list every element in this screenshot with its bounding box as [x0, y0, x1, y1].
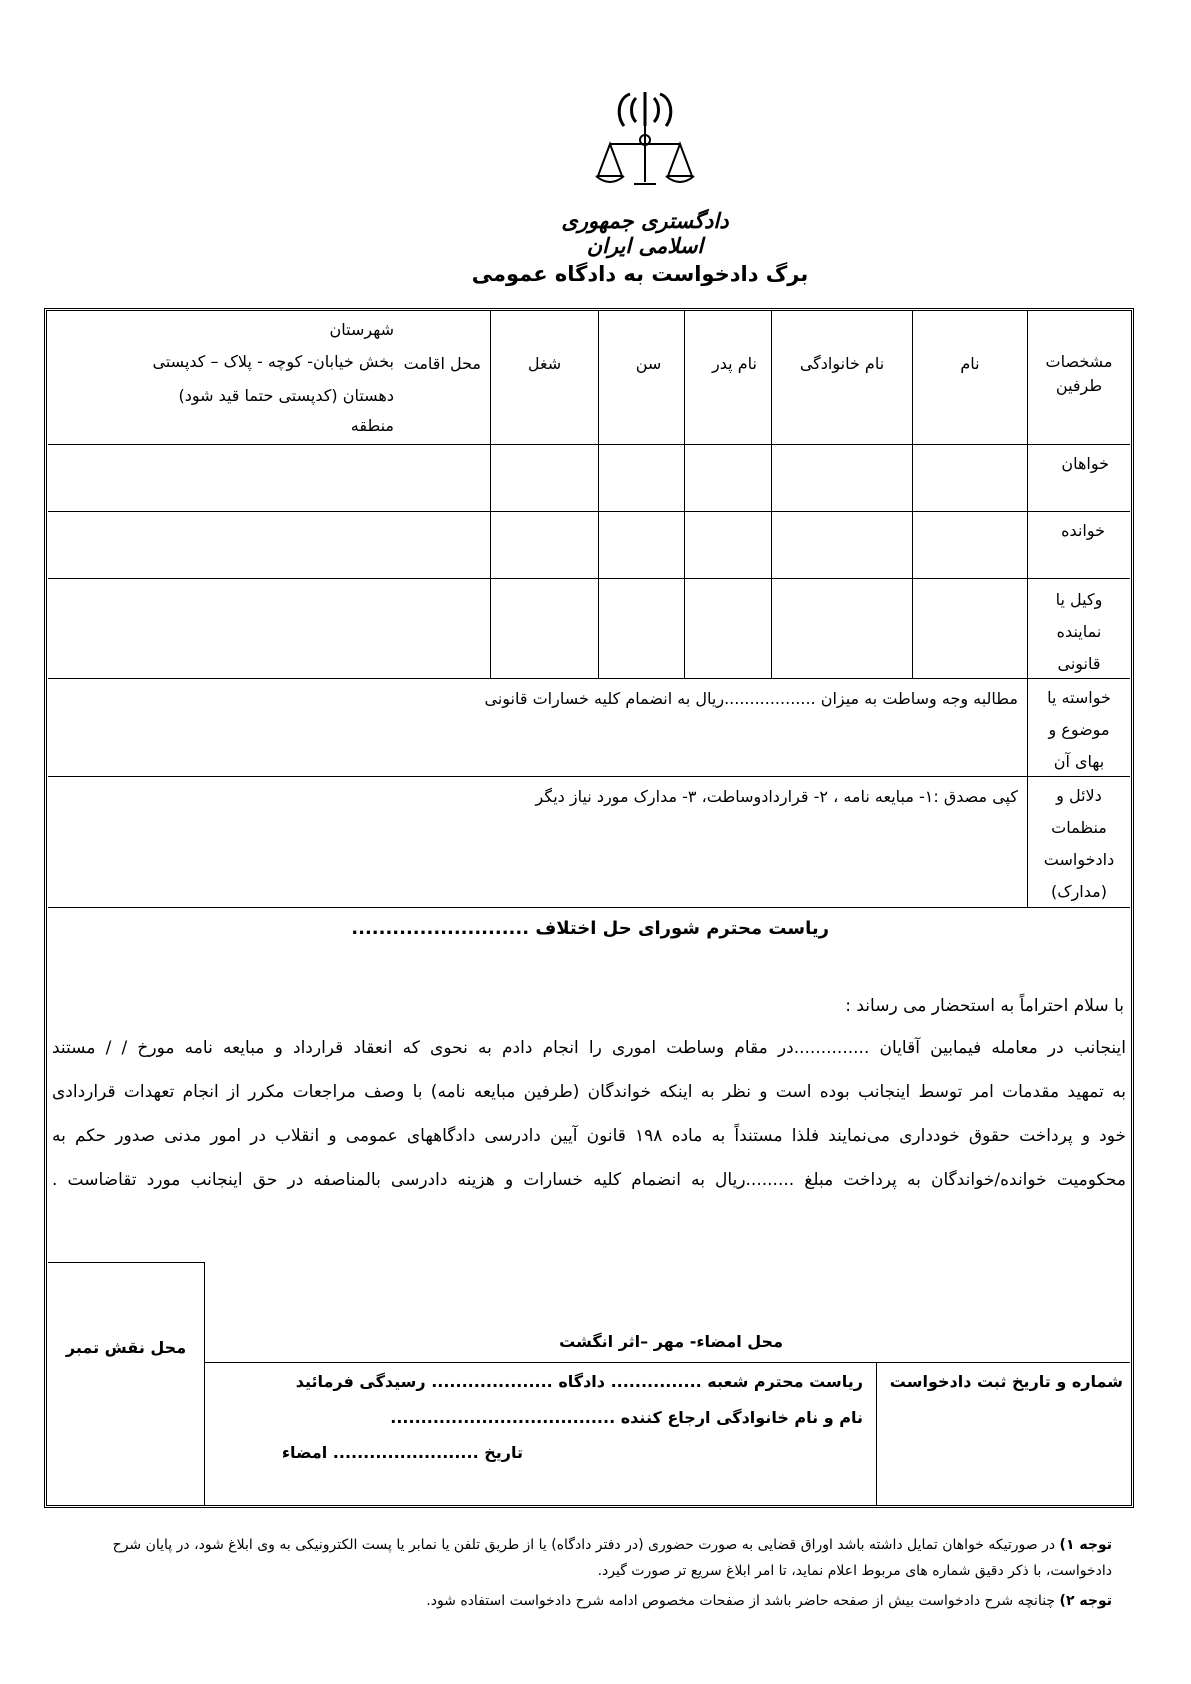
header-parties-spec-line1: مشخصات — [1045, 352, 1113, 371]
signature-place-label: محل امضاء- مهر –اثر انگشت — [559, 1332, 783, 1351]
iran-emblem-icon — [590, 86, 730, 216]
organization-name: دادگستری جمهوری اسلامی ایران — [561, 208, 729, 258]
stamp-box-top — [48, 1262, 204, 1263]
header-residence-rural: دهستان (کدپستی حتما قید شود) — [178, 386, 394, 405]
note-1-text: در صورتیکه خواهان تمایل داشته باشد اوراق قضایی به صورت حضوری (در دفتر دادگاه) یا از طریق تلفن یا نمابر یا پست الکترونیکی به وی ابلاغ شود، در پایان شرح دادخواست، با ذکر دقیق شماره های مربوط اعلام نماید، تا امر ابلاغ سریع تر صورت گیرد. — [112, 1537, 1112, 1579]
row-attorney-line1: وکیل یا — [1055, 590, 1103, 609]
evidence-label — [1030, 780, 1128, 908]
header-first-name: نام — [960, 354, 980, 373]
stamp-place-label: محل نقش تمبر — [65, 1338, 187, 1357]
header-residence: محل اقامت — [403, 354, 481, 373]
letter-addressee: ریاست محترم شورای حل اختلاف .......................... — [351, 918, 829, 939]
scales-of-justice-icon — [596, 126, 694, 184]
note-1-label: توجه ۱) — [1059, 1537, 1112, 1553]
header-occupation: شغل — [527, 354, 562, 373]
letter-line: خود و پرداخت حقوق خودداری می‌نمایند فلذا مستنداً به ماده ۱۹۸ قانون آیین دادرسی دادگاههای عمومی و انقلاب در امور مدنی صدور حکم به — [52, 1126, 1127, 1146]
row-divider — [48, 678, 1130, 679]
claim-label-line1: خواسته یا — [1047, 688, 1111, 707]
note-2-text: چنانچه شرح دادخواست بیش از صفحه حاضر باشد از صفحات مخصوص ادامه شرح دادخواست استفاده شود. — [426, 1593, 1060, 1609]
referral-line-2: نام و نام خانوادگی ارجاع کننده ..................................... — [390, 1408, 863, 1427]
header-last-name: نام خانوادگی — [799, 354, 885, 373]
row-divider — [48, 444, 1130, 445]
form-title: برگ دادخواست به دادگاه عمومی — [471, 262, 809, 286]
referral-line-3: تاریخ ........................ امضاء — [281, 1443, 523, 1462]
claim-label — [1030, 682, 1128, 778]
header-parties-spec — [1030, 350, 1128, 398]
registration-box-side — [876, 1362, 877, 1505]
evidence-label-line2: منظمات — [1051, 818, 1107, 837]
row-divider — [48, 511, 1130, 512]
row-attorney-line2: نماینده — [1056, 622, 1102, 641]
header-residence-city: شهرستان — [329, 320, 394, 339]
letter-line: محکومیت خوانده/خواندگان به پرداخت مبلغ .........ریال به انضمام کلیه خسارات و هزینه دادرسی بالمناصفه در حق اینجانب مورد تقاضاست . — [52, 1170, 1126, 1190]
claim-label-line2: موضوع و — [1048, 720, 1110, 739]
col-divider — [1027, 311, 1028, 907]
col-divider — [912, 311, 913, 678]
row-divider — [48, 776, 1130, 777]
header-residence-region: منطقه — [350, 416, 394, 435]
registration-label: شماره و تاریخ ثبت دادخواست — [889, 1372, 1123, 1391]
note-1 — [80, 1532, 1112, 1584]
header-age: سن — [635, 354, 662, 373]
letter-line: به تمهید مقدمات امر توسط اینجانب بوده است و نظر به اینکه خواندگان (طرفین مبایعه نامه) با وصف مراجعات مکرر از انجام تعهدات قراردادی — [52, 1082, 1126, 1102]
row-divider — [48, 578, 1130, 579]
evidence-value: کپی مصدق :۱- مبایعه نامه ، ۲- قراردادوساطت، ۳- مدارک مورد نیاز دیگر — [535, 787, 1018, 806]
evidence-label-line3: دادخواست — [1043, 850, 1115, 869]
col-divider — [598, 311, 599, 678]
row-attorney-label — [1030, 584, 1128, 680]
row-defendant-label: خوانده — [1061, 521, 1105, 540]
letter-line: اینجانب در معامله فیمابین آقایان ..............در مقام وساطت اموری را انجام دادم به نحوی که انعقاد قرارداد و مبایعه نامه مورخ / / مستند — [52, 1038, 1126, 1058]
evidence-label-line4: (مدارک) — [1051, 882, 1107, 901]
note-2 — [80, 1588, 1112, 1614]
form-frame — [44, 308, 1134, 1508]
referral-line-1: ریاست محترم شعبه ............... دادگاه .................... رسیدگی فرمائید — [295, 1372, 863, 1391]
row-plaintiff-label: خواهان — [1061, 454, 1109, 473]
col-divider — [490, 311, 491, 678]
header-parties-spec-line2: طرفین — [1055, 376, 1103, 395]
signature-divider — [204, 1362, 1130, 1363]
evidence-label-line1: دلائل و — [1056, 786, 1102, 805]
letter-greeting: با سلام احتراماً به استحضار می رساند : — [845, 996, 1124, 1016]
claim-label-line3: بهای آن — [1053, 752, 1105, 771]
stamp-box-side — [204, 1262, 205, 1505]
note-2-label: توجه ۲) — [1059, 1593, 1112, 1609]
header-residence-district: بخش خیابان- کوچه - پلاک – کدپستی — [152, 352, 394, 371]
header-father-name: نام پدر — [712, 354, 757, 373]
claim-value: مطالبه وجه وساطت به میزان ..................ریال به انضمام کلیه خسارات قانونی — [484, 689, 1018, 708]
row-attorney-line3: قانونی — [1057, 654, 1101, 673]
row-divider — [48, 907, 1130, 908]
